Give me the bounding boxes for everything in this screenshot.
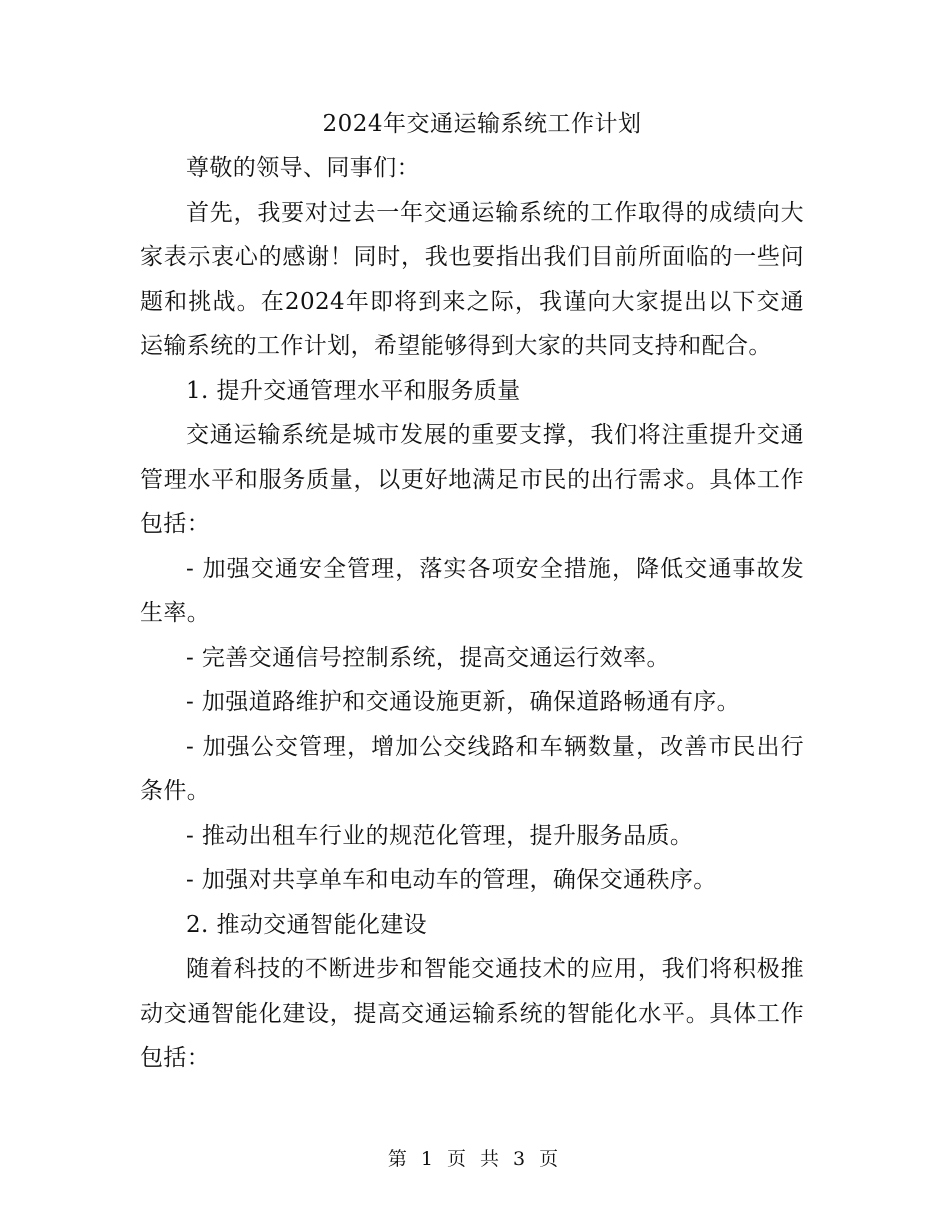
section-1-paragraph: 交通运输系统是城市发展的重要支撑，我们将注重提升交通管理水平和服务质量，以更好地满足市民的出行需求。具体工作包括：	[140, 422, 804, 537]
intro-paragraph: 首先，我要对过去一年交通运输系统的工作取得的成绩向大家表示衷心的感谢！同时，我也要指出我们目前所面临的一些问题和挑战。在2024年即将到来之际，我谨向大家提出以下交通运输系统的工作计划，希望能够得到大家的共同支持和配合。	[140, 199, 804, 359]
list-item: - 加强交通安全管理，落实各项安全措施，降低交通事故发生率。	[140, 555, 804, 626]
list-item: - 推动出租车行业的规范化管理，提升服务品质。	[186, 822, 694, 849]
page-number: 第 1 页 共 3 页	[387, 1148, 563, 1170]
salutation: 尊敬的领导、同事们：	[186, 155, 420, 181]
section-2-paragraph: 随着科技的不断进步和智能交通技术的应用，我们将积极推动交通智能化建设，提高交通运输系统的智能化水平。具体工作包括：	[140, 956, 804, 1071]
list-item: - 完善交通信号控制系统，提高交通运行效率。	[186, 644, 670, 671]
section-heading-1: 1. 提升交通管理水平和服务质量	[186, 377, 521, 404]
list-item: - 加强对共享单车和电动车的管理，确保交通秩序。	[186, 867, 717, 893]
list-item: - 加强道路维护和交通设施更新，确保道路畅通有序。	[186, 689, 741, 715]
section-heading-2: 2. 推动交通智能化建设	[186, 911, 428, 938]
document-title: 2024年交通运输系统工作计划	[322, 111, 642, 137]
document-body	[140, 102, 804, 1081]
list-item: - 加强公交管理，增加公交线路和车辆数量，改善市民出行条件。	[140, 733, 804, 804]
